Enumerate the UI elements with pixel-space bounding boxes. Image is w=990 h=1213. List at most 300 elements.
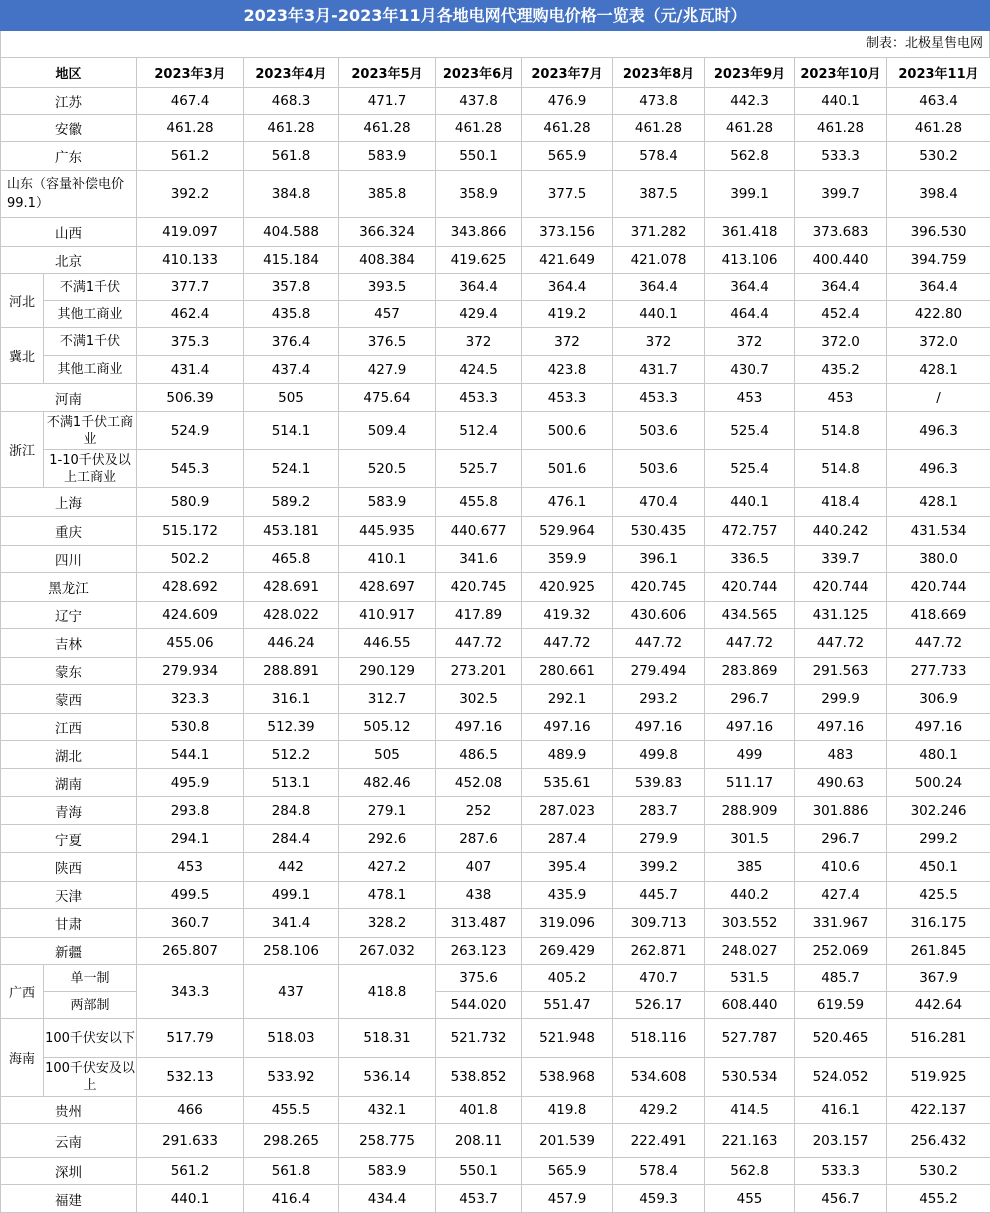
price-cell: 431.534 bbox=[887, 517, 990, 546]
column-header-month: 2023年6月 bbox=[436, 58, 522, 88]
price-cell: 452.4 bbox=[795, 301, 887, 328]
region-name: 福建 bbox=[1, 1185, 137, 1213]
price-cell: 455.06 bbox=[137, 629, 244, 658]
price-cell: 358.9 bbox=[436, 171, 522, 218]
region-name: 甘肃 bbox=[1, 909, 137, 938]
price-cell: 580.9 bbox=[137, 488, 244, 517]
table-row bbox=[1, 658, 990, 685]
price-cell: 561.8 bbox=[244, 1158, 339, 1185]
price-cell: 461.28 bbox=[887, 115, 990, 142]
region-name: 青海 bbox=[1, 797, 137, 825]
price-cell: 497.16 bbox=[887, 714, 990, 741]
price-cell: 309.713 bbox=[613, 909, 705, 938]
price-cell: 619.59 bbox=[795, 992, 887, 1019]
price-cell: 486.5 bbox=[436, 741, 522, 769]
price-cell: 453.7 bbox=[436, 1185, 522, 1213]
price-cell: 530.2 bbox=[887, 142, 990, 171]
price-cell: 521.948 bbox=[522, 1019, 613, 1058]
price-cell: 440.1 bbox=[795, 88, 887, 115]
price-cell: 525.7 bbox=[436, 450, 522, 488]
price-cell: 525.4 bbox=[705, 412, 795, 450]
table-row bbox=[1, 488, 990, 517]
price-cell: 393.5 bbox=[339, 274, 436, 301]
price-cell: 435.8 bbox=[244, 301, 339, 328]
price-cell: 372.0 bbox=[795, 328, 887, 356]
price-cell: 499.5 bbox=[137, 882, 244, 909]
price-cell: 429.2 bbox=[613, 1097, 705, 1124]
price-cell: 312.7 bbox=[339, 685, 436, 714]
price-cell: 287.6 bbox=[436, 825, 522, 853]
price-cell: 279.1 bbox=[339, 797, 436, 825]
price-cell: 298.265 bbox=[244, 1124, 339, 1158]
table-row bbox=[1, 301, 990, 328]
price-cell: 442.64 bbox=[887, 992, 990, 1019]
sub-category: 不满1千伏 bbox=[44, 274, 137, 301]
price-cell: 530.435 bbox=[613, 517, 705, 546]
price-cell: 262.871 bbox=[613, 938, 705, 965]
price-cell: 290.129 bbox=[339, 658, 436, 685]
sub-category: 1-10千伏及以上工商业 bbox=[44, 450, 137, 488]
price-cell: 499.1 bbox=[244, 882, 339, 909]
price-cell: 279.9 bbox=[613, 825, 705, 853]
table-row bbox=[1, 685, 990, 714]
region-name: 安徽 bbox=[1, 115, 137, 142]
price-cell: 461.28 bbox=[613, 115, 705, 142]
price-cell: 267.032 bbox=[339, 938, 436, 965]
price-cell: 392.2 bbox=[137, 171, 244, 218]
region-name: 河北 bbox=[1, 274, 44, 328]
price-cell: 396.530 bbox=[887, 218, 990, 247]
price-cell: 512.39 bbox=[244, 714, 339, 741]
price-cell: 518.31 bbox=[339, 1019, 436, 1058]
table-row bbox=[1, 247, 990, 274]
price-cell: 258.775 bbox=[339, 1124, 436, 1158]
price-cell: 551.47 bbox=[522, 992, 613, 1019]
price-cell: 328.2 bbox=[339, 909, 436, 938]
region-name: 广西 bbox=[1, 965, 44, 1019]
price-cell: 434.565 bbox=[705, 602, 795, 629]
price-cell: 440.1 bbox=[705, 488, 795, 517]
price-cell: 252 bbox=[436, 797, 522, 825]
price-cell: 461.28 bbox=[339, 115, 436, 142]
price-cell: 457 bbox=[339, 301, 436, 328]
region-name: 深圳 bbox=[1, 1158, 137, 1185]
table-row bbox=[1, 882, 990, 909]
table-row bbox=[1, 1124, 990, 1158]
price-cell: 416.4 bbox=[244, 1185, 339, 1213]
region-name: 黑龙江 bbox=[1, 573, 137, 602]
price-cell: 364.4 bbox=[705, 274, 795, 301]
table-title: 2023年3月-2023年11月各地电网代理购电价格一览表（元/兆瓦时） bbox=[0, 0, 990, 31]
price-cell: 561.2 bbox=[137, 1158, 244, 1185]
price-cell: 545.3 bbox=[137, 450, 244, 488]
price-cell: 375.6 bbox=[436, 965, 522, 992]
price-cell: 341.6 bbox=[436, 546, 522, 573]
price-cell: 511.17 bbox=[705, 769, 795, 797]
price-cell: 384.8 bbox=[244, 171, 339, 218]
price-cell: 455.8 bbox=[436, 488, 522, 517]
region-name: 蒙西 bbox=[1, 685, 137, 714]
price-cell: 420.744 bbox=[705, 573, 795, 602]
price-cell: 410.917 bbox=[339, 602, 436, 629]
price-cell: 396.1 bbox=[613, 546, 705, 573]
table-row bbox=[1, 384, 990, 412]
price-cell: 461.28 bbox=[244, 115, 339, 142]
price-cell: 405.2 bbox=[522, 965, 613, 992]
price-cell: 465.8 bbox=[244, 546, 339, 573]
price-cell: 357.8 bbox=[244, 274, 339, 301]
price-cell: 428.1 bbox=[887, 356, 990, 384]
price-cell: 442 bbox=[244, 853, 339, 882]
price-cell: 372.0 bbox=[887, 328, 990, 356]
price-cell: 293.2 bbox=[613, 685, 705, 714]
column-header-month: 2023年10月 bbox=[795, 58, 887, 88]
price-cell: 544.020 bbox=[436, 992, 522, 1019]
price-cell: 461.28 bbox=[795, 115, 887, 142]
price-cell: 497.16 bbox=[705, 714, 795, 741]
price-cell: 437 bbox=[244, 965, 339, 1019]
price-cell: 501.6 bbox=[522, 450, 613, 488]
price-cell: 483 bbox=[795, 741, 887, 769]
price-cell: 608.440 bbox=[705, 992, 795, 1019]
price-cell: 434.4 bbox=[339, 1185, 436, 1213]
price-cell: 408.384 bbox=[339, 247, 436, 274]
price-cell: 531.5 bbox=[705, 965, 795, 992]
price-cell: 470.4 bbox=[613, 488, 705, 517]
price-cell: 428.697 bbox=[339, 573, 436, 602]
price-cell: 221.163 bbox=[705, 1124, 795, 1158]
price-cell: 427.9 bbox=[339, 356, 436, 384]
price-cell: 516.281 bbox=[887, 1019, 990, 1058]
price-cell: 453.3 bbox=[613, 384, 705, 412]
table-row bbox=[1, 1019, 990, 1058]
price-cell: 464.4 bbox=[705, 301, 795, 328]
price-cell: 509.4 bbox=[339, 412, 436, 450]
price-cell: 533.3 bbox=[795, 1158, 887, 1185]
price-cell: 505 bbox=[244, 384, 339, 412]
price-cell: 301.886 bbox=[795, 797, 887, 825]
table-row bbox=[1, 328, 990, 356]
price-cell: 222.491 bbox=[613, 1124, 705, 1158]
price-cell: 301.5 bbox=[705, 825, 795, 853]
price-cell: 475.64 bbox=[339, 384, 436, 412]
price-cell: 422.80 bbox=[887, 301, 990, 328]
price-cell: 428.692 bbox=[137, 573, 244, 602]
price-cell: 578.4 bbox=[613, 1158, 705, 1185]
region-name: 江西 bbox=[1, 714, 137, 741]
table-row bbox=[1, 1185, 990, 1213]
price-cell: 526.17 bbox=[613, 992, 705, 1019]
price-cell: 527.787 bbox=[705, 1019, 795, 1058]
table-row bbox=[1, 171, 990, 218]
price-cell: 533.3 bbox=[795, 142, 887, 171]
price-cell: 364.4 bbox=[887, 274, 990, 301]
price-cell: 387.5 bbox=[613, 171, 705, 218]
price-cell: 416.1 bbox=[795, 1097, 887, 1124]
price-cell: 385 bbox=[705, 853, 795, 882]
price-cell: 476.1 bbox=[522, 488, 613, 517]
price-cell: 538.968 bbox=[522, 1058, 613, 1097]
price-cell: 273.201 bbox=[436, 658, 522, 685]
price-cell: 375.3 bbox=[137, 328, 244, 356]
price-cell: 429.4 bbox=[436, 301, 522, 328]
price-cell: 306.9 bbox=[887, 685, 990, 714]
table-row bbox=[1, 853, 990, 882]
price-cell: 430.606 bbox=[613, 602, 705, 629]
price-cell: 288.891 bbox=[244, 658, 339, 685]
price-cell: 366.324 bbox=[339, 218, 436, 247]
table-row bbox=[1, 797, 990, 825]
price-cell: 428.022 bbox=[244, 602, 339, 629]
price-cell: 447.72 bbox=[613, 629, 705, 658]
price-cell: 519.925 bbox=[887, 1058, 990, 1097]
price-cell: 280.661 bbox=[522, 658, 613, 685]
price-cell: 453.3 bbox=[522, 384, 613, 412]
price-cell: 445.935 bbox=[339, 517, 436, 546]
price-cell: 428.1 bbox=[887, 488, 990, 517]
price-cell: 550.1 bbox=[436, 1158, 522, 1185]
price-cell: 299.9 bbox=[795, 685, 887, 714]
price-cell: 472.757 bbox=[705, 517, 795, 546]
price-cell: 450.1 bbox=[887, 853, 990, 882]
price-cell: 299.2 bbox=[887, 825, 990, 853]
price-cell: 294.1 bbox=[137, 825, 244, 853]
price-cell: 361.418 bbox=[705, 218, 795, 247]
table-row bbox=[1, 1158, 990, 1185]
price-cell: 400.440 bbox=[795, 247, 887, 274]
table-row bbox=[1, 1058, 990, 1097]
price-cell: 336.5 bbox=[705, 546, 795, 573]
price-cell: 455.2 bbox=[887, 1185, 990, 1213]
price-cell: 446.24 bbox=[244, 629, 339, 658]
table-row bbox=[1, 274, 990, 301]
price-cell: 544.1 bbox=[137, 741, 244, 769]
price-cell: 447.72 bbox=[522, 629, 613, 658]
price-cell: 410.133 bbox=[137, 247, 244, 274]
price-cell: 514.1 bbox=[244, 412, 339, 450]
price-cell: 452.08 bbox=[436, 769, 522, 797]
sub-category: 两部制 bbox=[44, 992, 137, 1019]
price-cell: 530.2 bbox=[887, 1158, 990, 1185]
price-cell: 343.866 bbox=[436, 218, 522, 247]
price-cell: 461.28 bbox=[436, 115, 522, 142]
price-cell: 480.1 bbox=[887, 741, 990, 769]
price-cell: 453.181 bbox=[244, 517, 339, 546]
table-row bbox=[1, 546, 990, 573]
sub-category: 不满1千伏 bbox=[44, 328, 137, 356]
price-cell: 506.39 bbox=[137, 384, 244, 412]
price-cell: 292.6 bbox=[339, 825, 436, 853]
price-cell: 431.4 bbox=[137, 356, 244, 384]
price-cell: 470.7 bbox=[613, 965, 705, 992]
table-row bbox=[1, 1097, 990, 1124]
price-cell: 427.2 bbox=[339, 853, 436, 882]
table-row bbox=[1, 741, 990, 769]
price-cell: 339.7 bbox=[795, 546, 887, 573]
price-cell: 283.869 bbox=[705, 658, 795, 685]
price-cell: 377.5 bbox=[522, 171, 613, 218]
sub-category: 100千伏安以下 bbox=[44, 1019, 137, 1058]
price-cell: 562.8 bbox=[705, 1158, 795, 1185]
price-cell: 201.539 bbox=[522, 1124, 613, 1158]
price-cell: 539.83 bbox=[613, 769, 705, 797]
price-cell: 399.2 bbox=[613, 853, 705, 882]
price-cell: 456.7 bbox=[795, 1185, 887, 1213]
price-cell: 453 bbox=[705, 384, 795, 412]
price-cell: 360.7 bbox=[137, 909, 244, 938]
price-cell: 500.6 bbox=[522, 412, 613, 450]
region-name: 浙江 bbox=[1, 412, 44, 488]
price-cell: 261.845 bbox=[887, 938, 990, 965]
price-cell: 419.8 bbox=[522, 1097, 613, 1124]
price-cell: 447.72 bbox=[436, 629, 522, 658]
price-cell: 502.2 bbox=[137, 546, 244, 573]
price-cell: 377.7 bbox=[137, 274, 244, 301]
price-cell: 538.852 bbox=[436, 1058, 522, 1097]
price-cell: 372 bbox=[705, 328, 795, 356]
price-cell: 503.6 bbox=[613, 450, 705, 488]
region-name: 北京 bbox=[1, 247, 137, 274]
price-cell: 420.745 bbox=[436, 573, 522, 602]
price-cell: 515.172 bbox=[137, 517, 244, 546]
price-cell: 583.9 bbox=[339, 488, 436, 517]
price-cell: 359.9 bbox=[522, 546, 613, 573]
price-cell: 518.116 bbox=[613, 1019, 705, 1058]
price-cell: 478.1 bbox=[339, 882, 436, 909]
price-cell: 296.7 bbox=[795, 825, 887, 853]
price-cell: 442.3 bbox=[705, 88, 795, 115]
price-cell: 427.4 bbox=[795, 882, 887, 909]
price-cell: 520.465 bbox=[795, 1019, 887, 1058]
table-row bbox=[1, 88, 990, 115]
region-name: 吉林 bbox=[1, 629, 137, 658]
price-cell: 533.92 bbox=[244, 1058, 339, 1097]
price-cell: 524.1 bbox=[244, 450, 339, 488]
price-cell: 440.677 bbox=[436, 517, 522, 546]
price-cell: 517.79 bbox=[137, 1019, 244, 1058]
price-cell: 419.32 bbox=[522, 602, 613, 629]
price-cell: 399.7 bbox=[795, 171, 887, 218]
price-cell: 421.078 bbox=[613, 247, 705, 274]
price-cell: 561.2 bbox=[137, 142, 244, 171]
price-cell: 485.7 bbox=[795, 965, 887, 992]
price-cell: 395.4 bbox=[522, 853, 613, 882]
price-cell: 525.4 bbox=[705, 450, 795, 488]
price-cell: 380.0 bbox=[887, 546, 990, 573]
price-cell: 410.6 bbox=[795, 853, 887, 882]
price-cell: 284.8 bbox=[244, 797, 339, 825]
table-row bbox=[1, 825, 990, 853]
price-cell: 420.745 bbox=[613, 573, 705, 602]
sub-category: 不满1千伏工商业 bbox=[44, 412, 137, 450]
table-row bbox=[1, 714, 990, 741]
price-cell: 293.8 bbox=[137, 797, 244, 825]
price-cell: 419.2 bbox=[522, 301, 613, 328]
table-row bbox=[1, 218, 990, 247]
price-cell: 414.5 bbox=[705, 1097, 795, 1124]
price-cell: 331.967 bbox=[795, 909, 887, 938]
price-cell: 424.5 bbox=[436, 356, 522, 384]
price-cell: 503.6 bbox=[613, 412, 705, 450]
price-cell: 203.157 bbox=[795, 1124, 887, 1158]
price-cell: 550.1 bbox=[436, 142, 522, 171]
price-cell: 279.934 bbox=[137, 658, 244, 685]
table-row bbox=[1, 965, 990, 992]
price-cell: 505 bbox=[339, 741, 436, 769]
price-cell: 463.4 bbox=[887, 88, 990, 115]
price-cell: 410.1 bbox=[339, 546, 436, 573]
region-name: 新疆 bbox=[1, 938, 137, 965]
price-cell: 252.069 bbox=[795, 938, 887, 965]
table-row bbox=[1, 115, 990, 142]
price-cell: 529.964 bbox=[522, 517, 613, 546]
region-name: 蒙东 bbox=[1, 658, 137, 685]
price-cell: 461.28 bbox=[137, 115, 244, 142]
price-cell: 435.2 bbox=[795, 356, 887, 384]
price-cell: 417.89 bbox=[436, 602, 522, 629]
sub-category: 100千伏安及以上 bbox=[44, 1058, 137, 1097]
price-cell: 435.9 bbox=[522, 882, 613, 909]
price-cell: 372 bbox=[522, 328, 613, 356]
table-row bbox=[1, 58, 990, 88]
column-header-month: 2023年3月 bbox=[137, 58, 244, 88]
price-cell: 514.8 bbox=[795, 412, 887, 450]
price-cell: 323.3 bbox=[137, 685, 244, 714]
price-cell: 413.106 bbox=[705, 247, 795, 274]
column-header-region: 地区 bbox=[1, 58, 137, 88]
price-cell: 287.4 bbox=[522, 825, 613, 853]
price-cell: 437.4 bbox=[244, 356, 339, 384]
price-cell: 313.487 bbox=[436, 909, 522, 938]
price-cell: 288.909 bbox=[705, 797, 795, 825]
price-cell: 415.184 bbox=[244, 247, 339, 274]
region-name: 湖南 bbox=[1, 769, 137, 797]
price-cell: 505.12 bbox=[339, 714, 436, 741]
price-cell: 424.609 bbox=[137, 602, 244, 629]
price-cell: 248.027 bbox=[705, 938, 795, 965]
price-cell: 518.03 bbox=[244, 1019, 339, 1058]
region-name: 山东（容量补偿电价99.1） bbox=[1, 171, 137, 218]
price-cell: 404.588 bbox=[244, 218, 339, 247]
price-cell: 364.4 bbox=[613, 274, 705, 301]
price-cell: 447.72 bbox=[887, 629, 990, 658]
region-name: 冀北 bbox=[1, 328, 44, 384]
price-cell: 471.7 bbox=[339, 88, 436, 115]
sub-category: 其他工商业 bbox=[44, 356, 137, 384]
price-cell: 535.61 bbox=[522, 769, 613, 797]
price-cell: 279.494 bbox=[613, 658, 705, 685]
table-row bbox=[1, 629, 990, 658]
table-row bbox=[1, 412, 990, 450]
price-cell: 420.744 bbox=[887, 573, 990, 602]
price-cell: 496.3 bbox=[887, 450, 990, 488]
price-cell: 495.9 bbox=[137, 769, 244, 797]
price-cell: 303.552 bbox=[705, 909, 795, 938]
price-cell: 497.16 bbox=[795, 714, 887, 741]
price-cell: 455 bbox=[705, 1185, 795, 1213]
price-cell: 583.9 bbox=[339, 1158, 436, 1185]
table-row bbox=[1, 938, 990, 965]
price-cell: 589.2 bbox=[244, 488, 339, 517]
price-cell: 316.1 bbox=[244, 685, 339, 714]
price-cell: 497.16 bbox=[613, 714, 705, 741]
price-cell: 440.1 bbox=[137, 1185, 244, 1213]
price-cell: 512.4 bbox=[436, 412, 522, 450]
price-cell: 428.691 bbox=[244, 573, 339, 602]
price-cell: 446.55 bbox=[339, 629, 436, 658]
price-cell: 367.9 bbox=[887, 965, 990, 992]
price-cell: 455.5 bbox=[244, 1097, 339, 1124]
